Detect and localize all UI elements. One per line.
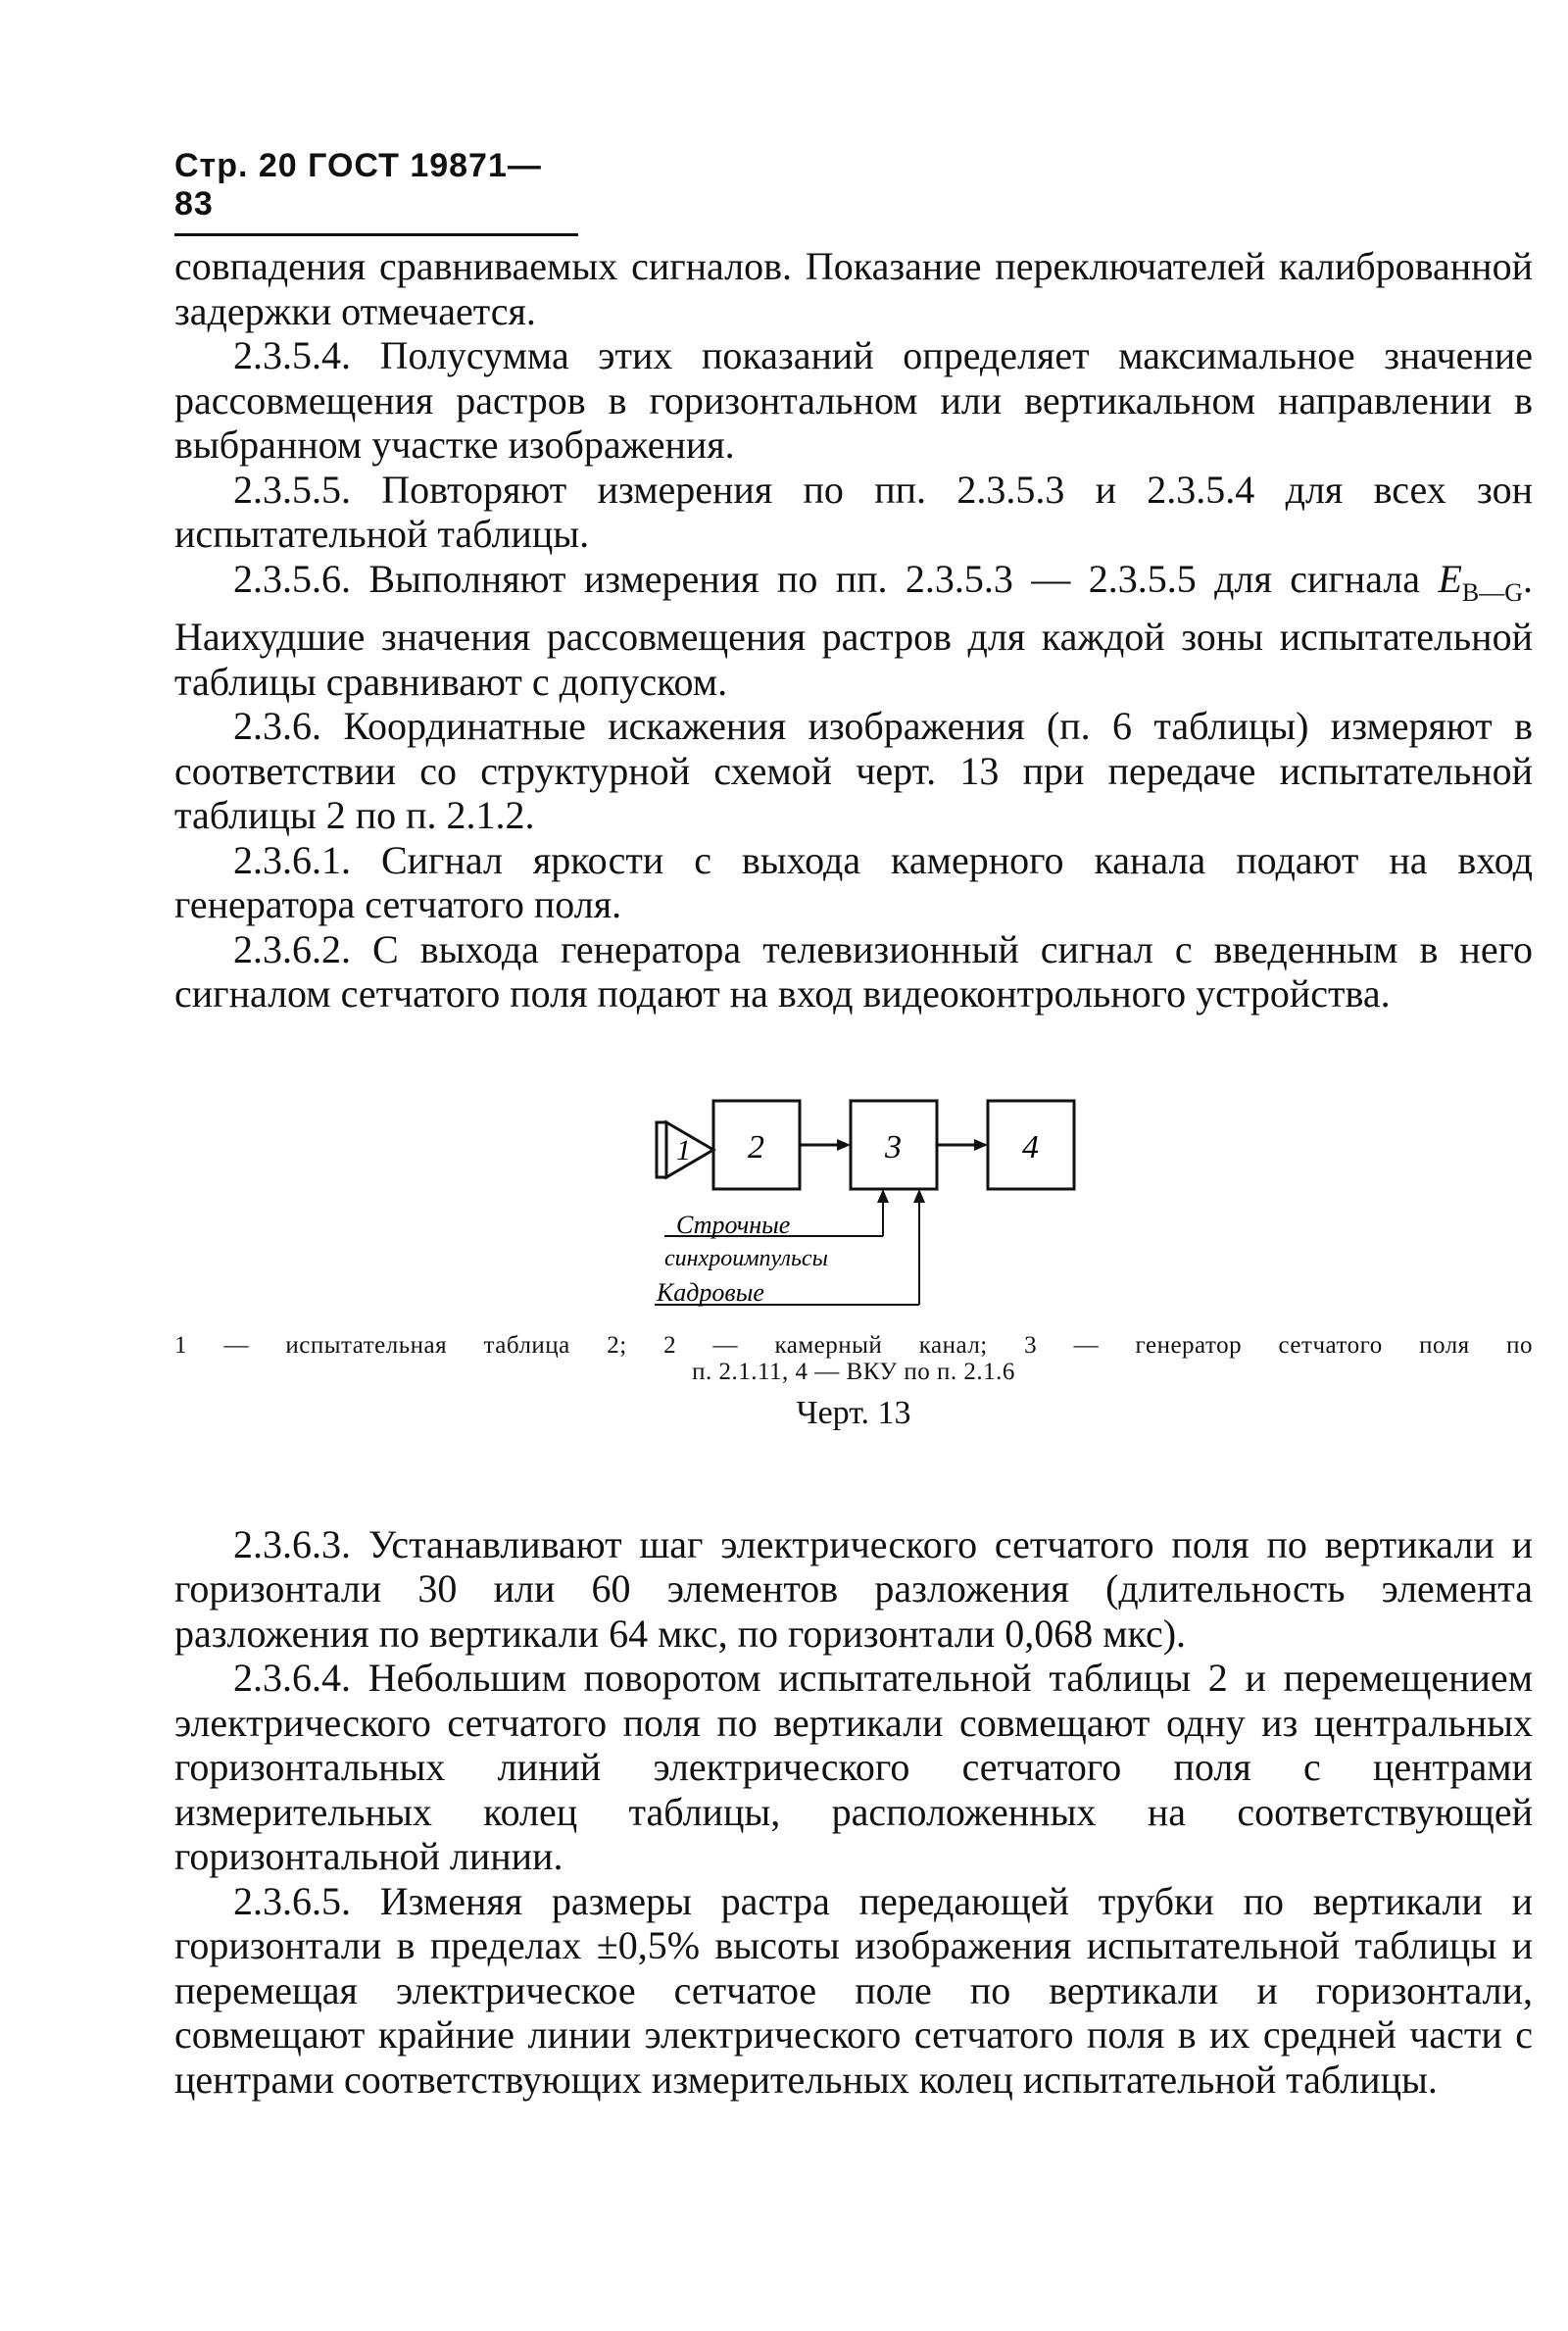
arrow-3-4 [937, 1139, 988, 1151]
document-page [174, 147, 1533, 2102]
paragraph: совпадения сравниваемых сигналов. Показание переключателей калиброванной задержки отмечается. [174, 244, 1533, 333]
paragraph: 2.3.6.1. Сигнал яркости с выхода камерного канала подают на вход генератора сетчатого поля. [174, 837, 1533, 926]
diagram-svg [174, 1099, 1533, 1324]
paragraph-text: 2.3.5.6. Выполняют измерения по пп. 2.3.5.3 — 2.3.5.5 для сигнала [233, 556, 1439, 601]
paragraph-text: . Наихудшие значения рассовмещения растров для каждой зоны испытательной таблицы сравнивают с допуском. [174, 556, 1533, 704]
block-diagram [174, 1099, 1533, 1324]
block-1-label: 1 [676, 1133, 691, 1166]
paragraph: 2.3.6.2. С выхода генератора телевизионный сигнал с введенным в него сигналом сетчатого поля подают на вход видеоконтрольного устройства. [174, 926, 1533, 1016]
signal-subscript: B—G [1461, 577, 1523, 607]
label-line-sync: Строчные [676, 1210, 791, 1239]
block-4-label: 4 [1022, 1128, 1039, 1166]
block-3-label: 3 [885, 1128, 902, 1166]
block-3 [851, 1101, 937, 1189]
paragraph: 2.3.6. Координатные искажения изображения (п. 6 таблицы) измеряют в соответствии со структурной схемой черт. 13 при передаче испытательной таблицы 2 по п. 2.1.2. [174, 704, 1533, 837]
caption-line: п. 2.1.11, 4 — ВКУ по п. 2.1.6 [692, 1358, 1015, 1385]
block-2 [713, 1101, 800, 1189]
block-2-label: 2 [748, 1128, 764, 1166]
arrow-2-3 [800, 1139, 851, 1151]
paragraph: 2.3.5.4. Полусумма этих показаний определяет максимальное значение рассовмещения растров в горизонтальном или вертикальном направлении в выбранном участке изображения. [174, 333, 1533, 467]
label-sync-pulses: синхроимпульсы [664, 1245, 828, 1271]
paragraph: 2.3.6.3. Устанавливают шаг электрического сетчатого поля по вертикали и горизонтали 30 или 60 элементов разложения (длительность элемента разложения по вертикали 64 мкс, по горизонтали 0,068 мкс). [174, 1521, 1533, 1656]
paragraph: 2.3.6.5. Изменяя размеры растра передающей трубки по вертикали и горизонтали в пределах ±0,5% высоты изображения испытательной таблицы и перемещая электрическое сетчатое поле по вертикали и горизонтали, совмещают крайние линии электрического сетчатого поля в их средней части с центрами соответствующих измерительных колец испытательной таблицы. [174, 1878, 1533, 2102]
page-header: Стр. 20 ГОСТ 19871—83 [174, 147, 578, 236]
caption-line: 1 — испытательная таблица 2; 2 — камерный канал; 3 — генератор сетчатого поля по [174, 1331, 1533, 1359]
figure-number: Черт. 13 [796, 1394, 911, 1431]
block-1 [657, 1122, 713, 1177]
label-frame: Кадровые [657, 1277, 764, 1307]
paragraph-2356 [174, 557, 1533, 705]
figure-caption [174, 1332, 1533, 1385]
signal-symbol: E [1438, 556, 1462, 601]
paragraph: 2.3.5.5. Повторяют измерения по пп. 2.3.5.3 и 2.3.5.4 для всех зон испытательной таблицы. [174, 467, 1533, 556]
paragraph: 2.3.6.4. Небольшим поворотом испытательной таблицы 2 и перемещением электрического сетчатого поля по вертикали совмещают одну из центральных горизонтальных линий электрического сетчатого поля с центрами измерительных колец таблицы, расположенных на соответствующей горизонтальной линии. [174, 1656, 1533, 1878]
block-4 [988, 1101, 1074, 1189]
